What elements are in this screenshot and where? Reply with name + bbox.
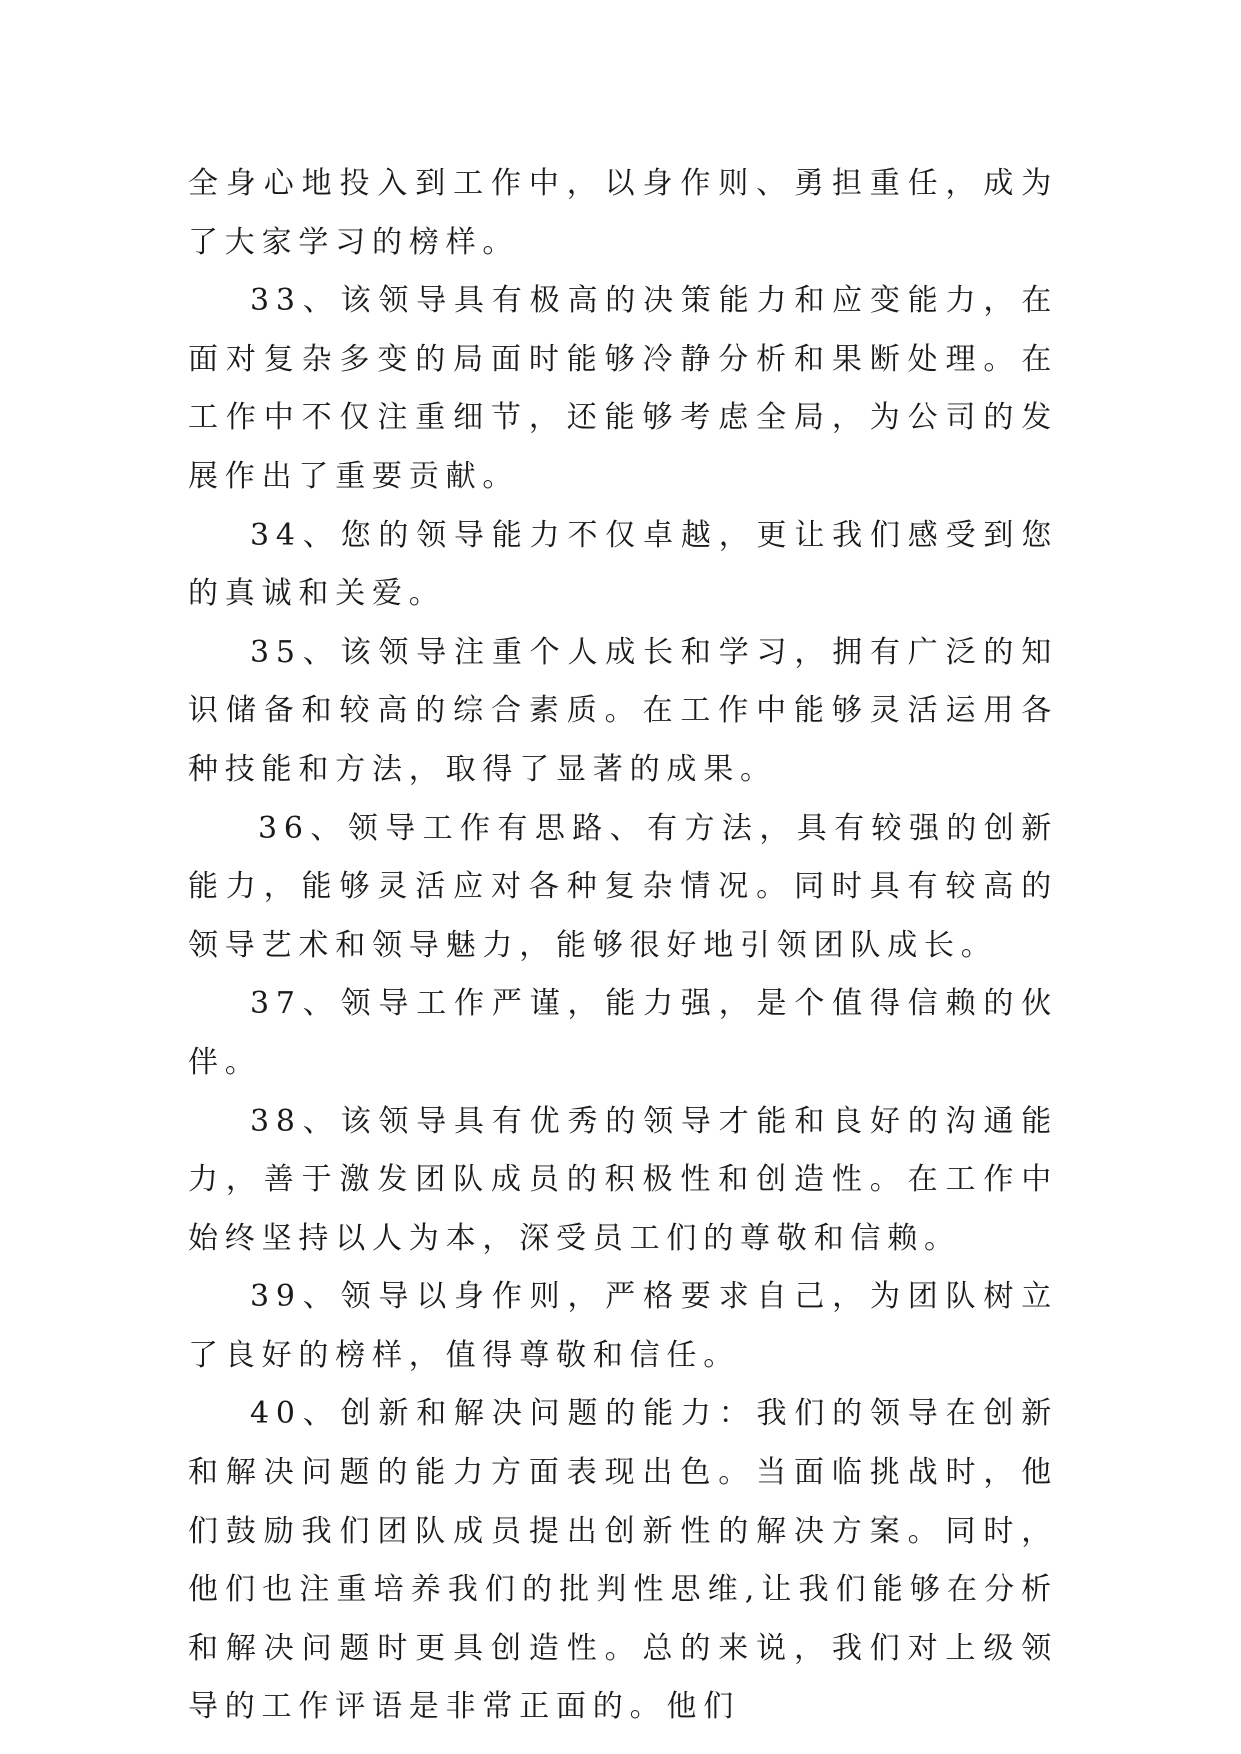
paragraph-35: 35、该领导注重个人成长和学习，拥有广泛的知识储备和较高的综合素质。在工作中能够灵活运用各种技能和方法，取得了显著的成果。 (188, 634, 1058, 787)
paragraph-40: 40、创新和解决问题的能力：我们的领导在创新和解决问题的能力方面表现出色。当面临挑战时，他们鼓励我们团队成员提出创新性的解决方案。同时，他们也注重培养我们的批判性思维,让我们能够在分析和解决问题时更具创造性。总的来说，我们对上级领导的工作评语是非常正面的。他们 (188, 1396, 1058, 1725)
paragraph-38: 38、该领导具有优秀的领导才能和良好的沟通能力，善于激发团队成员的积极性和创造性。在工作中始终坚持以人为本，深受员工们的尊敬和信赖。 (188, 1103, 1058, 1256)
paragraph-34: 34、您的领导能力不仅卓越，更让我们感受到您的真诚和关爱。 (188, 517, 1058, 612)
body-text (188, 155, 1058, 1737)
paragraph-33: 33、该领导具有极高的决策能力和应变能力，在面对复杂多变的局面时能够冷静分析和果断处理。在工作中不仅注重细节，还能够考虑全局，为公司的发展作出了重要贡献。 (188, 283, 1058, 494)
paragraph-37: 37、领导工作严谨，能力强，是个值得信赖的伙伴。 (188, 986, 1058, 1080)
paragraph-39: 39、领导以身作则，严格要求自己，为团队树立了良好的榜样，值得尊敬和信任。 (188, 1279, 1058, 1373)
paragraph-36: 36、领导工作有思路、有方法，具有较强的创新能力，能够灵活应对各种复杂情况。同时具有较高的领导艺术和领导魅力，能够很好地引领团队成长。 (188, 810, 1058, 963)
paragraph-32-continued: 全身心地投入到工作中，以身作则、勇担重任，成为了大家学习的榜样。 (188, 166, 1058, 260)
